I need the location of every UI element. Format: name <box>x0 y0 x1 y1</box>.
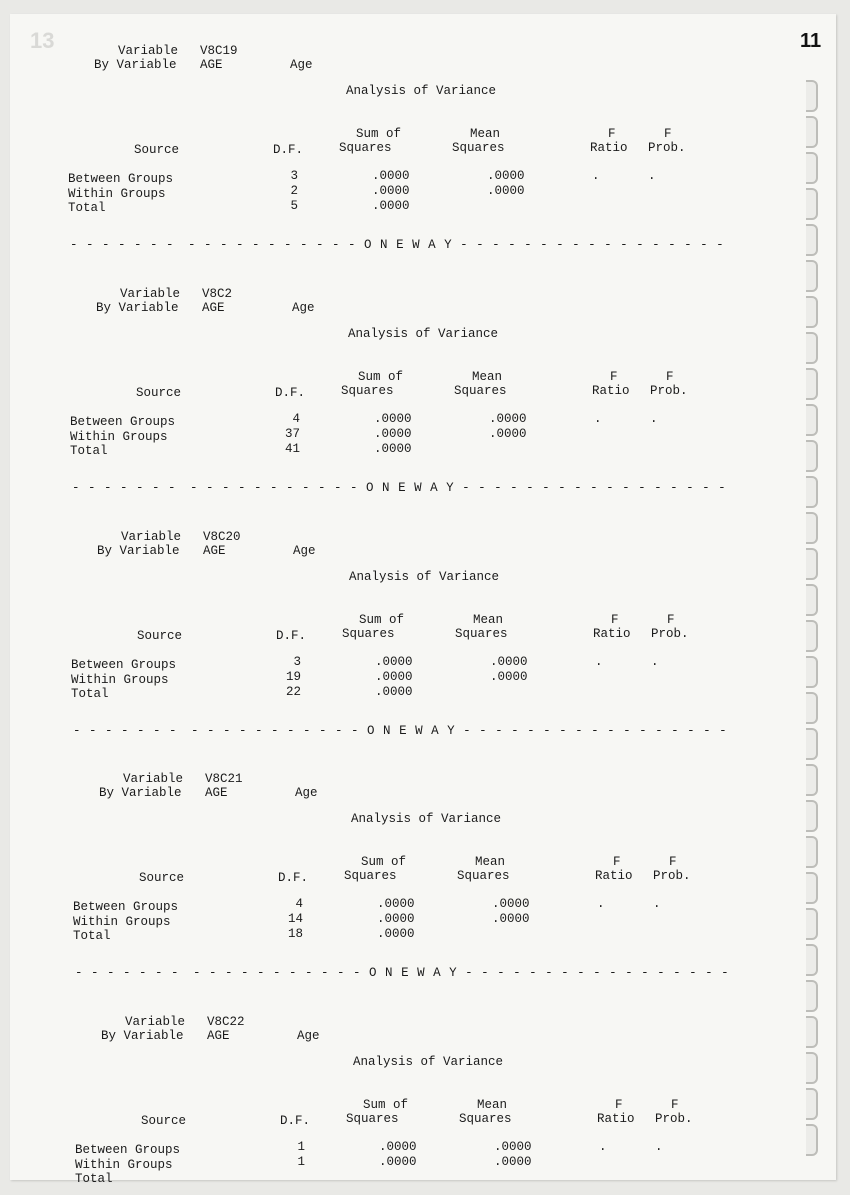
sum-of-header: Sum of <box>358 370 404 384</box>
anova-section <box>70 285 770 458</box>
by-variable-label: By Variable <box>101 1029 184 1043</box>
binding-hole <box>806 692 818 724</box>
within-groups-label: Within Groups <box>70 430 168 444</box>
within-ms: .0000 <box>492 912 530 926</box>
between-groups-label: Between Groups <box>73 900 179 914</box>
binding-hole <box>806 260 818 292</box>
mean-header: Mean <box>470 127 501 141</box>
squares-header: Squares <box>344 869 397 883</box>
binding-hole <box>806 584 818 616</box>
variable-name: V8C2 <box>202 287 233 301</box>
between-f: . <box>597 897 605 911</box>
total-label: Total <box>68 201 106 215</box>
anova-section <box>68 42 768 215</box>
mean-header: Mean <box>473 613 504 627</box>
squares-header: Squares <box>339 141 392 155</box>
binding-hole <box>806 764 818 796</box>
binding-hole <box>806 224 818 256</box>
binding-hole <box>806 152 818 184</box>
separator-left: - - - - - - - <box>73 724 178 738</box>
within-groups-label: Within Groups <box>68 187 166 201</box>
binding-hole <box>806 404 818 436</box>
ratio-header: Ratio <box>597 1112 635 1126</box>
variable-name: V8C19 <box>200 44 238 58</box>
df-header: D.F. <box>278 871 309 885</box>
separator-left: - - - - - - - <box>72 481 177 495</box>
df-header: D.F. <box>273 143 304 157</box>
mean-squares-header: Squares <box>452 141 505 155</box>
between-p: . <box>653 897 661 911</box>
binding-hole <box>806 368 818 400</box>
f-header: F <box>611 613 619 627</box>
total-label: Total <box>71 687 109 701</box>
ratio-header: Ratio <box>593 627 631 641</box>
prob-header: Prob. <box>650 384 688 398</box>
mean-squares-header: Squares <box>459 1112 512 1126</box>
between-p: . <box>648 169 656 183</box>
sum-of-header: Sum of <box>361 855 407 869</box>
variable-label: Variable <box>118 44 179 58</box>
f2-header: F <box>669 855 677 869</box>
oneway-separator <box>73 724 727 738</box>
binding-hole <box>806 80 818 112</box>
squares-header: Squares <box>341 384 394 398</box>
binding-hole <box>806 980 818 1012</box>
source-header: Source <box>141 1114 187 1128</box>
binding-hole <box>806 476 818 508</box>
total-label: Total <box>75 1172 113 1186</box>
df-header: D.F. <box>280 1114 311 1128</box>
source-header: Source <box>136 386 182 400</box>
total-df: 18 <box>287 927 303 941</box>
by-variable-name: AGE <box>207 1029 230 1043</box>
within-ms: .0000 <box>490 670 528 684</box>
between-p: . <box>650 412 658 426</box>
within-ms: .0000 <box>494 1155 532 1169</box>
between-ms: .0000 <box>490 655 528 669</box>
between-ms: .0000 <box>487 169 525 183</box>
binding-hole <box>806 188 818 220</box>
between-df: 4 <box>292 412 300 426</box>
between-f: . <box>599 1140 607 1154</box>
between-ss: .0000 <box>377 897 415 911</box>
between-df: 1 <box>297 1140 305 1154</box>
squares-header: Squares <box>346 1112 399 1126</box>
within-ss: .0000 <box>377 912 415 926</box>
total-df: 22 <box>285 685 301 699</box>
by-variable-label: By Variable <box>97 544 180 558</box>
total-ss: .0000 <box>372 199 410 213</box>
anova-title: Analysis of Variance <box>351 812 502 826</box>
mean-squares-header: Squares <box>455 627 508 641</box>
anova-title: Analysis of Variance <box>353 1055 504 1069</box>
sum-of-header: Sum of <box>359 613 405 627</box>
binding-hole <box>806 1016 818 1048</box>
source-header: Source <box>137 629 183 643</box>
binding-hole <box>806 1052 818 1084</box>
df-header: D.F. <box>276 629 307 643</box>
oneway-separator <box>75 966 729 980</box>
separator-oneway: - - - - - - - - - - - O N E W A Y - - - - - - - - - - - - - - - - - <box>190 481 727 495</box>
by-variable-desc: Age <box>293 544 316 558</box>
variable-label: Variable <box>121 530 182 544</box>
within-ss: .0000 <box>372 184 410 198</box>
between-f: . <box>595 655 603 669</box>
within-groups-label: Within Groups <box>71 673 169 687</box>
separator-left: - - - - - - - <box>70 238 175 252</box>
by-variable-desc: Age <box>295 786 318 800</box>
sum-of-header: Sum of <box>356 127 402 141</box>
total-label: Total <box>70 444 108 458</box>
variable-name: V8C20 <box>203 530 241 544</box>
by-variable-name: AGE <box>205 786 228 800</box>
separator-oneway: - - - - - - - - - - - O N E W A Y - - - - - - - - - - - - - - - - - <box>191 724 728 738</box>
within-df: 2 <box>290 184 298 198</box>
binding-hole <box>806 872 818 904</box>
mean-header: Mean <box>472 370 503 384</box>
by-variable-label: By Variable <box>96 301 179 315</box>
by-variable-desc: Age <box>290 58 313 72</box>
between-groups-label: Between Groups <box>68 172 174 186</box>
binding-hole <box>806 1088 818 1120</box>
between-p: . <box>651 655 659 669</box>
anova-section <box>75 1013 775 1186</box>
binding-hole <box>806 908 818 940</box>
by-variable-name: AGE <box>203 544 226 558</box>
within-df: 14 <box>287 912 303 926</box>
prob-header: Prob. <box>648 141 686 155</box>
anova-title: Analysis of Variance <box>349 570 500 584</box>
f2-header: F <box>667 613 675 627</box>
by-variable-desc: Age <box>297 1029 320 1043</box>
anova-section <box>73 770 773 943</box>
ratio-header: Ratio <box>595 869 633 883</box>
variable-label: Variable <box>123 772 184 786</box>
binding-hole <box>806 440 818 472</box>
binding-hole <box>806 548 818 580</box>
total-df: 41 <box>284 442 300 456</box>
binding-hole <box>806 1124 818 1156</box>
source-header: Source <box>134 143 180 157</box>
anova-section <box>71 528 771 701</box>
by-variable-name: AGE <box>200 58 223 72</box>
total-ss: .0000 <box>374 442 412 456</box>
total-ss: .0000 <box>375 685 413 699</box>
f-header: F <box>613 855 621 869</box>
within-ss: .0000 <box>379 1155 417 1169</box>
within-df: 1 <box>297 1155 305 1169</box>
mean-squares-header: Squares <box>454 384 507 398</box>
binding-hole <box>806 296 818 328</box>
f-header: F <box>610 370 618 384</box>
between-df: 3 <box>293 655 301 669</box>
mean-header: Mean <box>475 855 506 869</box>
ratio-header: Ratio <box>592 384 630 398</box>
variable-label: Variable <box>125 1015 186 1029</box>
between-ss: .0000 <box>379 1140 417 1154</box>
binding-hole <box>806 512 818 544</box>
oneway-separator <box>72 481 726 495</box>
binding-hole <box>806 944 818 976</box>
binding-hole <box>806 116 818 148</box>
within-ms: .0000 <box>489 427 527 441</box>
between-groups-label: Between Groups <box>75 1143 181 1157</box>
page-number: 11 <box>800 30 822 52</box>
total-label: Total <box>73 929 111 943</box>
separator-oneway: - - - - - - - - - - - O N E W A Y - - - - - - - - - - - - - - - - - <box>193 966 730 980</box>
f2-header: F <box>666 370 674 384</box>
f2-header: F <box>664 127 672 141</box>
prob-header: Prob. <box>653 869 691 883</box>
binding-hole <box>806 836 818 868</box>
by-variable-label: By Variable <box>94 58 177 72</box>
df-header: D.F. <box>275 386 306 400</box>
source-header: Source <box>139 871 185 885</box>
between-groups-label: Between Groups <box>71 658 177 672</box>
oneway-separator <box>70 238 724 252</box>
binding-hole <box>806 620 818 652</box>
between-ss: .0000 <box>372 169 410 183</box>
between-df: 4 <box>295 897 303 911</box>
between-ms: .0000 <box>492 897 530 911</box>
between-p: . <box>655 1140 663 1154</box>
separator-left: - - - - - - - <box>75 966 180 980</box>
within-ms: .0000 <box>487 184 525 198</box>
anova-title: Analysis of Variance <box>346 84 497 98</box>
binding-hole <box>806 728 818 760</box>
between-ss: .0000 <box>374 412 412 426</box>
f-header: F <box>608 127 616 141</box>
anova-title: Analysis of Variance <box>348 327 499 341</box>
between-f: . <box>594 412 602 426</box>
within-df: 37 <box>284 427 300 441</box>
within-df: 19 <box>285 670 301 684</box>
total-df: 5 <box>290 199 298 213</box>
sum-of-header: Sum of <box>363 1098 409 1112</box>
bleed-through-page-number: 13 <box>30 28 55 53</box>
between-f: . <box>592 169 600 183</box>
within-ss: .0000 <box>375 670 413 684</box>
between-groups-label: Between Groups <box>70 415 176 429</box>
within-groups-label: Within Groups <box>75 1158 173 1172</box>
between-ms: .0000 <box>489 412 527 426</box>
mean-header: Mean <box>477 1098 508 1112</box>
variable-name: V8C22 <box>207 1015 245 1029</box>
binding-hole <box>806 656 818 688</box>
within-ss: .0000 <box>374 427 412 441</box>
between-df: 3 <box>290 169 298 183</box>
ratio-header: Ratio <box>590 141 628 155</box>
between-ms: .0000 <box>494 1140 532 1154</box>
binding-holes <box>806 80 826 1180</box>
binding-hole <box>806 800 818 832</box>
prob-header: Prob. <box>651 627 689 641</box>
total-ss: .0000 <box>377 927 415 941</box>
between-ss: .0000 <box>375 655 413 669</box>
mean-squares-header: Squares <box>457 869 510 883</box>
variable-name: V8C21 <box>205 772 243 786</box>
f-header: F <box>615 1098 623 1112</box>
separator-oneway: - - - - - - - - - - - O N E W A Y - - - - - - - - - - - - - - - - - <box>188 238 725 252</box>
squares-header: Squares <box>342 627 395 641</box>
by-variable-desc: Age <box>292 301 315 315</box>
by-variable-label: By Variable <box>99 786 182 800</box>
variable-label: Variable <box>120 287 181 301</box>
within-groups-label: Within Groups <box>73 915 171 929</box>
by-variable-name: AGE <box>202 301 225 315</box>
binding-hole <box>806 332 818 364</box>
prob-header: Prob. <box>655 1112 693 1126</box>
f2-header: F <box>671 1098 679 1112</box>
